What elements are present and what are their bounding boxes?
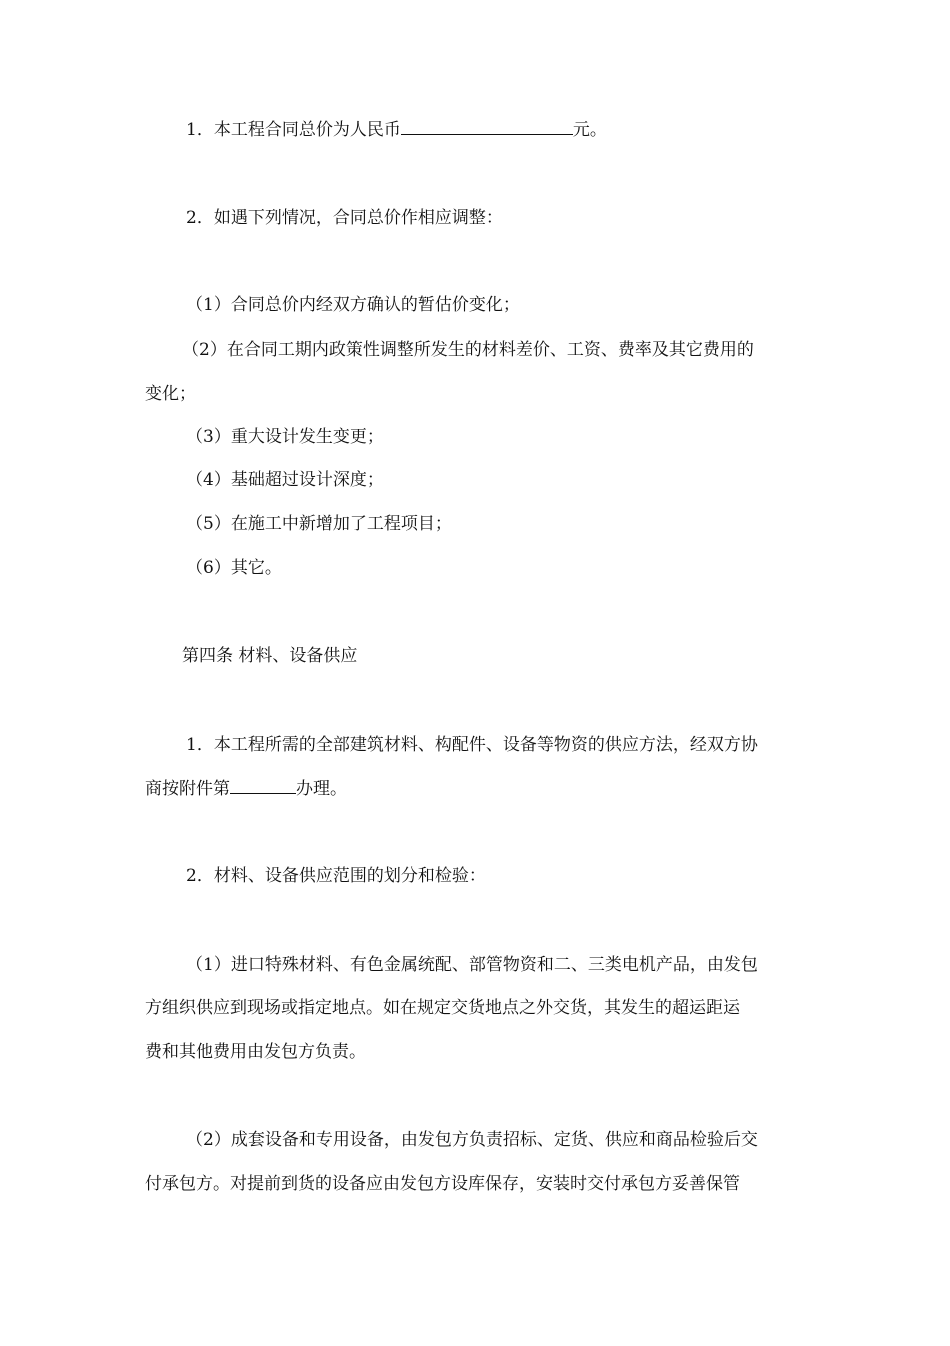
supply-item-1-line-2: 方组织供应到现场或指定地点。如在规定交货地点之外交货，其发生的超运距运 xyxy=(145,998,740,1018)
adjust-item-4: （4）基础超过设计深度； xyxy=(186,470,384,490)
appendix-number-blank[interactable] xyxy=(230,777,296,794)
article-4-1-line-1: 1．本工程所需的全部建筑材料、构配件、设备等物资的供应方法，经双方协 xyxy=(186,735,758,755)
adjust-item-1: （1）合同总价内经双方确认的暂估价变化； xyxy=(186,295,520,315)
adjust-item-6: （6）其它。 xyxy=(186,558,282,578)
article-4-1-text: 商按附件第 xyxy=(145,779,230,799)
article-4-1-tail: 办理。 xyxy=(296,779,347,799)
supply-item-2-line-1: （2）成套设备和专用设备，由发包方负责招标、定货、供应和商品检验后交 xyxy=(186,1130,758,1150)
adjust-item-2-line-2: 变化； xyxy=(145,384,196,404)
adjust-item-2-line-1: （2）在合同工期内政策性调整所发生的材料差价、工资、费率及其它费用的 xyxy=(182,340,754,360)
supply-item-1-line-1: （1）进口特殊材料、有色金属统配、部管物资和二、三类电机产品，由发包 xyxy=(186,955,758,975)
adjust-item-5: （5）在施工中新增加了工程项目； xyxy=(186,514,452,534)
clause-3-2: 2．如遇下列情况，合同总价作相应调整： xyxy=(186,208,503,228)
adjust-item-3: （3）重大设计发生变更； xyxy=(186,427,384,447)
article-4-2: 2．材料、设备供应范围的划分和检验： xyxy=(186,866,486,886)
total-price-blank[interactable] xyxy=(401,118,573,135)
supply-item-2-line-2: 付承包方。对提前到货的设备应由发包方设库保存，安装时交付承包方妥善保管 xyxy=(145,1174,740,1194)
article-4-heading: 第四条 材料、设备供应 xyxy=(182,646,358,666)
clause-3-1 xyxy=(186,118,607,141)
clause-3-1-text: 1．本工程合同总价为人民币 xyxy=(186,120,401,140)
article-4-1-line-2 xyxy=(145,777,347,800)
supply-item-1-line-3: 费和其他费用由发包方负责。 xyxy=(145,1042,366,1062)
clause-3-1-unit: 元。 xyxy=(572,120,607,140)
